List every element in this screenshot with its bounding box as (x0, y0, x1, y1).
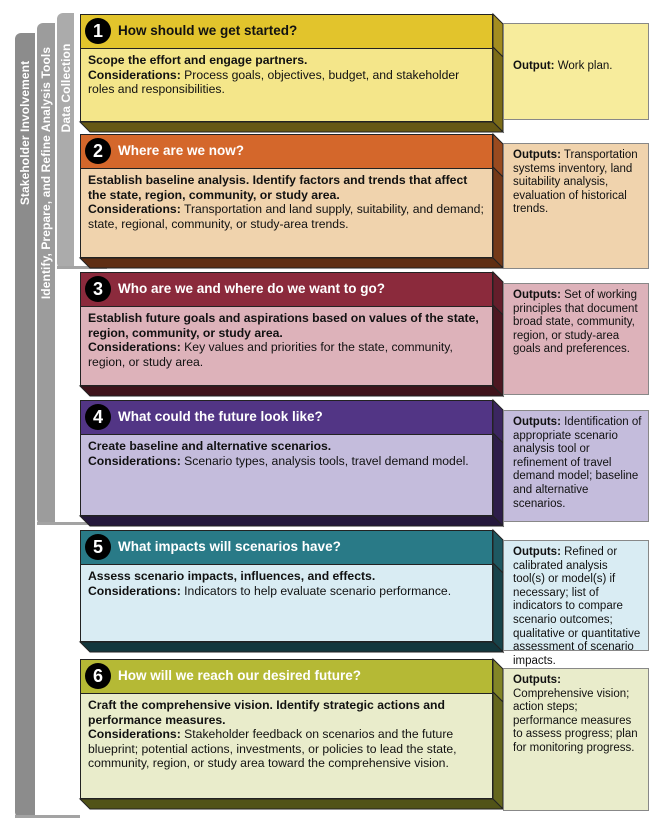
step-lead: Craft the comprehensive vision. Identify strategic actions and performance measures. (88, 698, 445, 727)
step-header (81, 135, 492, 169)
step-lead: Establish future goals and aspirations based on values of the state, region, community, or study area. (88, 311, 479, 340)
step-question: Where are we now? (118, 143, 245, 158)
output-text: Identification of appropriate scenario analysis tool or refinement of travel demand model; baseline and alternative scenarios. (513, 416, 642, 510)
output-text: Refined or calibrated analysis tool(s) or model(s) if necessary; list of indicators to compare scenario outcomes; qualitative or quantitative assessment of scenario impacts. (513, 546, 641, 667)
step-number-badge: 1 (85, 18, 111, 44)
output-label: Outputs: (513, 546, 561, 558)
considerations-text: Key values and priorities for the state, community, region, or study area. (88, 340, 453, 369)
step-question: How will we reach our desired future? (118, 668, 362, 683)
depth-face-bottom (80, 799, 503, 809)
depth-face-body (493, 47, 503, 132)
depth-face-bottom (80, 386, 503, 396)
step-number-badge: 4 (85, 404, 111, 430)
step-header (81, 401, 492, 435)
considerations-label: Considerations: (88, 583, 181, 598)
depth-face-body (493, 433, 503, 526)
bracket-label-analysis: Identify, Prepare, and Refine Analysis Tools (39, 46, 53, 300)
step-box (80, 272, 493, 386)
output-text: Set of working principles that document broad state, community, region, or study-area goals and preferences. (513, 289, 638, 356)
depth-face-body (493, 563, 503, 652)
step-lead: Establish baseline analysis. Identify factors and trends that affect the state, region, community, or study area. (88, 173, 468, 202)
output-text: Work plan. (554, 60, 613, 72)
output-label: Outputs: (513, 149, 561, 161)
step-question: What impacts will scenarios have? (118, 539, 341, 554)
depth-face-body (493, 692, 503, 809)
considerations-text: Stakeholder feedback on scenarios and the future blueprint; potential actions, investments, or policies to lead the state, community, region, or study area toward the comprehensive vision. (88, 727, 457, 770)
considerations-text: Scenario types, analysis tools, travel demand model. (180, 453, 469, 468)
step-output-box (503, 410, 649, 522)
bracket-label-stakeholder: Stakeholder Involvement (18, 60, 32, 206)
considerations-label: Considerations: (88, 727, 181, 741)
output-text: Transportation systems inventory, land suitability analysis, evaluation of historical trends. (513, 149, 638, 216)
step-description (88, 439, 486, 468)
step-question: What could the future look like? (118, 409, 323, 424)
step-box (80, 134, 493, 258)
output-label: Outputs: (513, 674, 561, 686)
output-label: Output: (513, 60, 555, 72)
step-header (81, 15, 492, 49)
considerations-text: Indicators to help evaluate scenario performance. (180, 583, 452, 598)
step-header (81, 273, 492, 307)
step-number-badge: 2 (85, 138, 111, 164)
step-output-box (503, 143, 649, 269)
considerations-label: Considerations: (88, 67, 181, 82)
step-output-box (503, 23, 649, 120)
considerations-label: Considerations: (88, 202, 181, 216)
step-box (80, 530, 493, 642)
depth-face-body (493, 305, 503, 396)
depth-face-bottom (80, 122, 503, 132)
step-lead: Assess scenario impacts, influences, and effects. (88, 569, 376, 583)
depth-face-body (493, 167, 503, 268)
step-output-box (503, 540, 649, 667)
considerations-text: Process goals, objectives, budget, and stakeholder roles and responsibilities. (88, 67, 460, 96)
considerations-text: Transportation and land supply, suitability, and demand; state, regional, community, or study-area trends. (88, 202, 484, 231)
step-number-badge: 3 (85, 276, 111, 302)
step-header (81, 531, 492, 565)
step-number-badge: 5 (85, 534, 111, 560)
depth-face-bottom (80, 642, 503, 652)
bracket-label-data: Data Collection (58, 43, 73, 133)
depth-face-bottom (80, 516, 503, 526)
step-number-badge: 6 (85, 663, 111, 689)
step-description (88, 698, 486, 771)
step-lead: Scope the effort and engage partners. (88, 53, 308, 67)
step-description (88, 173, 486, 231)
step-description (88, 311, 486, 369)
step-question: How should we get started? (118, 23, 298, 38)
output-label: Outputs: (513, 289, 561, 301)
step-box (80, 400, 493, 516)
depth-face-bottom (80, 258, 503, 268)
step-box (80, 14, 493, 122)
step-box (80, 659, 493, 799)
output-text: Comprehensive vision; action steps; performance measures to assess progress; plan for monitoring progress. (513, 687, 638, 754)
considerations-label: Considerations: (88, 340, 181, 354)
step-output-box (503, 668, 649, 811)
step-question: Who are we and where do we want to go? (118, 281, 386, 296)
step-description (88, 53, 486, 97)
step-header (81, 660, 492, 694)
considerations-label: Considerations: (88, 453, 181, 468)
step-lead: Create baseline and alternative scenarios. (88, 439, 332, 453)
step-output-box (503, 283, 649, 395)
step-description (88, 569, 486, 598)
output-label: Outputs: (513, 416, 561, 428)
